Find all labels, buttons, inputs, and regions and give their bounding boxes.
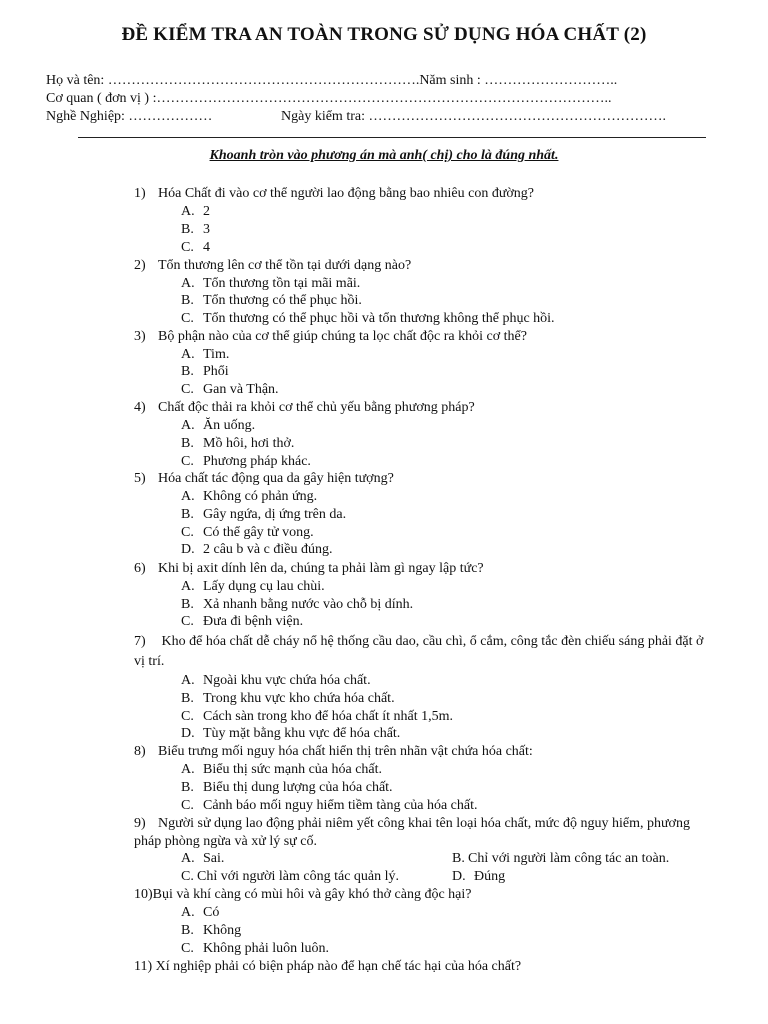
question-number: 9) bbox=[134, 816, 146, 831]
option-text: Xả nhanh bằng nước vào chỗ bị dính. bbox=[203, 597, 414, 612]
option-9c[interactable] bbox=[181, 868, 399, 886]
option-text: Ăn uống. bbox=[203, 418, 256, 433]
option-5b[interactable] bbox=[181, 506, 346, 524]
question-3 bbox=[134, 328, 527, 346]
option-text: Biểu thị sức mạnh của hóa chất. bbox=[203, 762, 383, 777]
option-text: Mồ hôi, hơi thở. bbox=[203, 436, 295, 451]
option-text: Có bbox=[203, 905, 220, 920]
option-letter: B. bbox=[181, 691, 194, 706]
option-letter: C. bbox=[181, 382, 194, 397]
option-2b[interactable] bbox=[181, 292, 362, 310]
option-letter: D. bbox=[452, 869, 466, 884]
option-4b[interactable] bbox=[181, 435, 294, 453]
question-number: 6) bbox=[134, 561, 146, 576]
question-text: Hóa Chất đi vào cơ thể người lao động bằng bao nhiêu con đường? bbox=[158, 186, 535, 201]
option-letter: B. bbox=[181, 364, 194, 379]
question-text: Bụi và khí càng có mùi hôi và gây khó thở càng độc hại? bbox=[152, 887, 472, 902]
option-7d[interactable] bbox=[181, 725, 400, 743]
option-8b[interactable] bbox=[181, 779, 393, 797]
option-letter: B. bbox=[181, 780, 194, 795]
option-text: Chỉ với người làm công tác an toàn. bbox=[468, 851, 670, 866]
option-6b[interactable] bbox=[181, 596, 413, 614]
instruction-text: Khoanh tròn vào phương án mà anh( chị) cho là đúng nhất. bbox=[209, 148, 559, 163]
question-number: 10) bbox=[134, 887, 153, 902]
option-letter: B. bbox=[181, 597, 194, 612]
option-8c[interactable] bbox=[181, 797, 477, 815]
option-10c[interactable] bbox=[181, 940, 329, 958]
option-text: Biểu thị dung lượng của hóa chất. bbox=[203, 780, 393, 795]
question-text: Xí nghiệp phải có biện pháp nào để hạn chế tác hại của hóa chất? bbox=[152, 959, 522, 974]
option-2a[interactable] bbox=[181, 275, 360, 293]
option-text: 4 bbox=[203, 240, 210, 255]
question-number: 1) bbox=[134, 186, 146, 201]
question-11 bbox=[134, 958, 521, 976]
option-text: Tổn thương có thể phục hồi. bbox=[203, 293, 362, 308]
question-text: Tổn thương lên cơ thể tồn tại dưới dạng nào? bbox=[158, 258, 412, 273]
option-text: Tổn thương có thể phục hồi và tổn thương không thể phục hồi. bbox=[203, 311, 555, 326]
option-text: Sai. bbox=[203, 851, 225, 866]
option-letter: A. bbox=[181, 204, 195, 219]
option-text: Chỉ với người làm công tác quản lý. bbox=[197, 869, 400, 884]
option-7a[interactable] bbox=[181, 672, 371, 690]
option-10a[interactable] bbox=[181, 904, 219, 922]
option-letter: B. bbox=[181, 507, 194, 522]
option-letter: C. bbox=[181, 869, 194, 884]
question-1 bbox=[134, 185, 534, 203]
option-1c[interactable] bbox=[181, 239, 210, 257]
option-1a[interactable] bbox=[181, 203, 210, 221]
option-5d[interactable] bbox=[181, 541, 332, 559]
option-letter: A. bbox=[181, 579, 195, 594]
option-text: 2 bbox=[203, 204, 210, 219]
question-9 bbox=[134, 815, 694, 851]
option-letter: A. bbox=[181, 851, 195, 866]
option-text: 2 câu b và c điều đúng. bbox=[203, 542, 333, 557]
option-text: 3 bbox=[203, 222, 210, 237]
option-text: Phương pháp khác. bbox=[203, 454, 311, 469]
question-text: Biểu trưng mối nguy hóa chất hiển thị trên nhãn vật chứa hóa chất: bbox=[158, 744, 533, 759]
option-letter: C. bbox=[181, 614, 194, 629]
option-text: Gây ngứa, dị ứng trên da. bbox=[203, 507, 347, 522]
option-6a[interactable] bbox=[181, 578, 325, 596]
option-text: Lấy dụng cụ lau chùi. bbox=[203, 579, 325, 594]
question-text: Kho để hóa chất dễ cháy nổ hệ thống cầu dao, cầu chì, ổ cắm, công tắc đèn chiếu sáng phải đặt ở vị trí. bbox=[134, 634, 704, 669]
option-5c[interactable] bbox=[181, 524, 314, 542]
question-text: Hóa chất tác động qua da gây hiện tượng? bbox=[158, 471, 394, 486]
question-10 bbox=[134, 886, 472, 904]
option-letter: B. bbox=[181, 293, 194, 308]
question-5 bbox=[134, 470, 394, 488]
organization-field-line: Cơ quan ( đơn vị ) :…………………………………………………………………………………….. bbox=[46, 91, 612, 106]
question-number: 4) bbox=[134, 400, 146, 415]
option-7b[interactable] bbox=[181, 690, 395, 708]
option-letter: A. bbox=[181, 418, 195, 433]
option-3c[interactable] bbox=[181, 381, 279, 399]
exam-date-field: Ngày kiểm tra: ………………………………………………………. bbox=[281, 109, 666, 124]
option-text: Đúng bbox=[474, 869, 506, 884]
option-9d[interactable] bbox=[452, 868, 505, 886]
header-divider bbox=[78, 137, 706, 138]
option-text: Gan và Thận. bbox=[203, 382, 279, 397]
option-3a[interactable] bbox=[181, 346, 229, 364]
question-8 bbox=[134, 743, 533, 761]
option-letter: A. bbox=[181, 905, 195, 920]
option-text: Cách sàn trong kho để hóa chất ít nhất 1,5m. bbox=[203, 709, 453, 724]
question-number: 2) bbox=[134, 258, 146, 273]
option-letter: C. bbox=[181, 941, 194, 956]
option-letter: A. bbox=[181, 347, 195, 362]
question-number: 3) bbox=[134, 329, 146, 344]
option-letter: A. bbox=[181, 276, 195, 291]
option-10b[interactable] bbox=[181, 922, 241, 940]
option-9b[interactable] bbox=[452, 850, 669, 868]
option-letter: B. bbox=[452, 851, 465, 866]
option-5a[interactable] bbox=[181, 488, 317, 506]
option-text: Tổn thương tồn tại mãi mãi. bbox=[203, 276, 361, 291]
option-text: Có thể gây tử vong. bbox=[203, 525, 314, 540]
question-4 bbox=[134, 399, 475, 417]
option-6c[interactable] bbox=[181, 613, 303, 631]
option-text: Tim. bbox=[203, 347, 230, 362]
option-letter: C. bbox=[181, 798, 194, 813]
option-text: Trong khu vực kho chứa hóa chất. bbox=[203, 691, 395, 706]
option-text: Tùy mặt bằng khu vực để hóa chất. bbox=[203, 726, 401, 741]
option-letter: A. bbox=[181, 762, 195, 777]
option-letter: B. bbox=[181, 923, 194, 938]
option-letter: B. bbox=[181, 222, 194, 237]
option-text: Không phải luôn luôn. bbox=[203, 941, 329, 956]
question-number: 5) bbox=[134, 471, 146, 486]
option-7c[interactable] bbox=[181, 708, 453, 726]
option-letter: C. bbox=[181, 454, 194, 469]
option-letter: C. bbox=[181, 240, 194, 255]
option-4c[interactable] bbox=[181, 453, 311, 471]
question-text: Người sử dụng lao động phải niêm yết công khai tên loại hóa chất, mức độ nguy hiểm, phương pháp phòng ngừa và xử lý sự cố. bbox=[134, 816, 690, 849]
option-text: Không bbox=[203, 923, 242, 938]
option-letter: B. bbox=[181, 436, 194, 451]
option-letter: C. bbox=[181, 525, 194, 540]
option-4a[interactable] bbox=[181, 417, 255, 435]
page-title: ĐỀ KIỂM TRA AN TOÀN TRONG SỬ DỤNG HÓA CHẤT (2) bbox=[121, 24, 647, 45]
option-text: Không có phản ứng. bbox=[203, 489, 318, 504]
option-letter: C. bbox=[181, 709, 194, 724]
option-letter: D. bbox=[181, 542, 195, 557]
option-text: Ngoài khu vực chứa hóa chất. bbox=[203, 673, 371, 688]
option-text: Phổi bbox=[203, 364, 229, 379]
option-letter: A. bbox=[181, 489, 195, 504]
question-number: 11) bbox=[134, 959, 153, 974]
option-letter: D. bbox=[181, 726, 195, 741]
option-2c[interactable] bbox=[181, 310, 555, 328]
option-9a[interactable] bbox=[181, 850, 224, 868]
question-text: Chất độc thải ra khỏi cơ thể chủ yếu bằng phương pháp? bbox=[158, 400, 475, 415]
question-number: 8) bbox=[134, 744, 146, 759]
question-number: 7) bbox=[134, 634, 146, 649]
option-8a[interactable] bbox=[181, 761, 382, 779]
option-1b[interactable] bbox=[181, 221, 210, 239]
question-text: Bộ phận nào của cơ thể giúp chúng ta lọc chất độc ra khỏi cơ thể? bbox=[158, 329, 527, 344]
option-letter: C. bbox=[181, 311, 194, 326]
occupation-field: Nghề Nghiệp: ……………… bbox=[46, 109, 213, 124]
question-text: Khi bị axit dính lên da, chúng ta phải làm gì ngay lập tức? bbox=[158, 561, 484, 576]
option-3b[interactable] bbox=[181, 363, 229, 381]
question-2 bbox=[134, 257, 411, 275]
option-text: Cảnh báo mối nguy hiểm tiềm tàng của hóa chất. bbox=[203, 798, 478, 813]
option-text: Đưa đi bệnh viện. bbox=[203, 614, 304, 629]
option-letter: A. bbox=[181, 673, 195, 688]
question-7 bbox=[134, 632, 714, 672]
question-6 bbox=[134, 560, 484, 578]
name-birth-field-line: Họ và tên: ………………………………………………………….Năm sinh : ……………………….. bbox=[46, 73, 618, 88]
